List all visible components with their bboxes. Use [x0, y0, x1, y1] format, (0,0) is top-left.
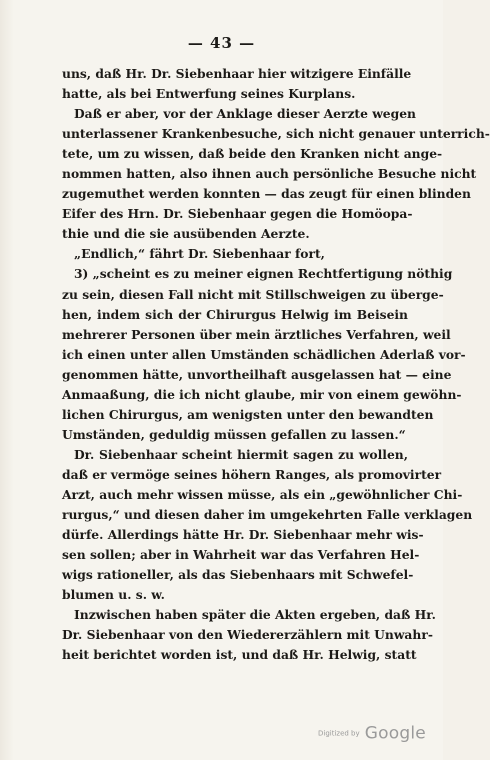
page-body-text: [62, 64, 490, 665]
text-line: sen sollen; aber in Wahrheit war das Verfahren Hel-: [62, 547, 420, 563]
text-line: lichen Chirurgus, am wenigsten unter den bewandten: [62, 406, 434, 422]
text-line: Anmaaßung, die ich nicht glaube, mir von einem gewöhn-: [62, 386, 462, 402]
google-logo: Google: [364, 723, 426, 744]
text-line: uns, daß Hr. Dr. Siebenhaar hier witzigere Einfälle: [62, 66, 412, 81]
text-line: rurgus,“ und diesen daher im umgekehrten Falle verklagen: [62, 507, 473, 523]
text-line: nommen hatten, also ihnen auch persönliche Besuche nicht: [62, 166, 477, 182]
text-line: ich einen unter allen Umständen schädlichen Aderlaß vor-: [62, 346, 466, 362]
text-line: Dr. Siebenhaar von den Wiedererzählern mit Unwahr-: [62, 627, 433, 643]
text-line: heit berichtet worden ist, und daß Hr. Helwig, statt: [62, 647, 417, 663]
text-line: thie und die sie ausübenden Aerzte.: [62, 226, 310, 242]
text-line: unterlassener Krankenbesuche, sich nicht genauer unterrich-: [62, 126, 490, 142]
text-line: Inzwischen haben später die Akten ergeben, daß Hr.: [74, 607, 436, 623]
text-line: tete, um zu wissen, daß beide den Kranken nicht ange-: [62, 146, 443, 162]
digitized-by-label: Digitized by: [318, 729, 360, 738]
text-line: 3) „scheint es zu meiner eignen Rechtfertigung nöthig: [74, 266, 453, 282]
text-line: dürfe. Allerdings hätte Hr. Dr. Siebenhaar mehr wis-: [62, 527, 424, 543]
text-line: hen, indem sich der Chirurgus Helwig im Beisein: [62, 306, 408, 322]
text-line: Daß er aber, vor der Anklage dieser Aerzte wegen: [74, 106, 416, 122]
text-line: zugemuthet werden konnten — das zeugt für einen blinden: [62, 186, 471, 202]
text-line: „Endlich,“ fährt Dr. Siebenhaar fort,: [74, 246, 325, 262]
digitization-watermark: [318, 723, 426, 744]
text-line: Dr. Siebenhaar scheint hiermit sagen zu wollen,: [74, 446, 408, 462]
text-line: wigs rationeller, als das Siebenhaars mit Schwefel-: [62, 567, 414, 583]
text-line: blumen u. s. w.: [62, 587, 165, 603]
page-number-header: — 43 —: [187, 34, 256, 52]
text-line: Eifer des Hrn. Dr. Siebenhaar gegen die Homöopa-: [62, 206, 413, 222]
text-line: Arzt, auch mehr wissen müsse, als ein „gewöhnlicher Chi-: [62, 486, 463, 502]
text-line: mehrerer Personen über mein ärztliches Verfahren, weil: [62, 326, 451, 342]
text-line: hatte, als bei Entwerfung seines Kurplans.: [62, 86, 356, 102]
text-line: zu sein, diesen Fall nicht mit Stillschweigen zu überge-: [62, 286, 444, 302]
text-line: daß er vermöge seines höhern Ranges, als promovirter: [62, 466, 442, 482]
text-line: Umständen, geduldig müssen gefallen zu lassen.“: [62, 426, 406, 442]
text-line: genommen hätte, unvortheilhaft ausgelassen hat — eine: [62, 366, 452, 382]
